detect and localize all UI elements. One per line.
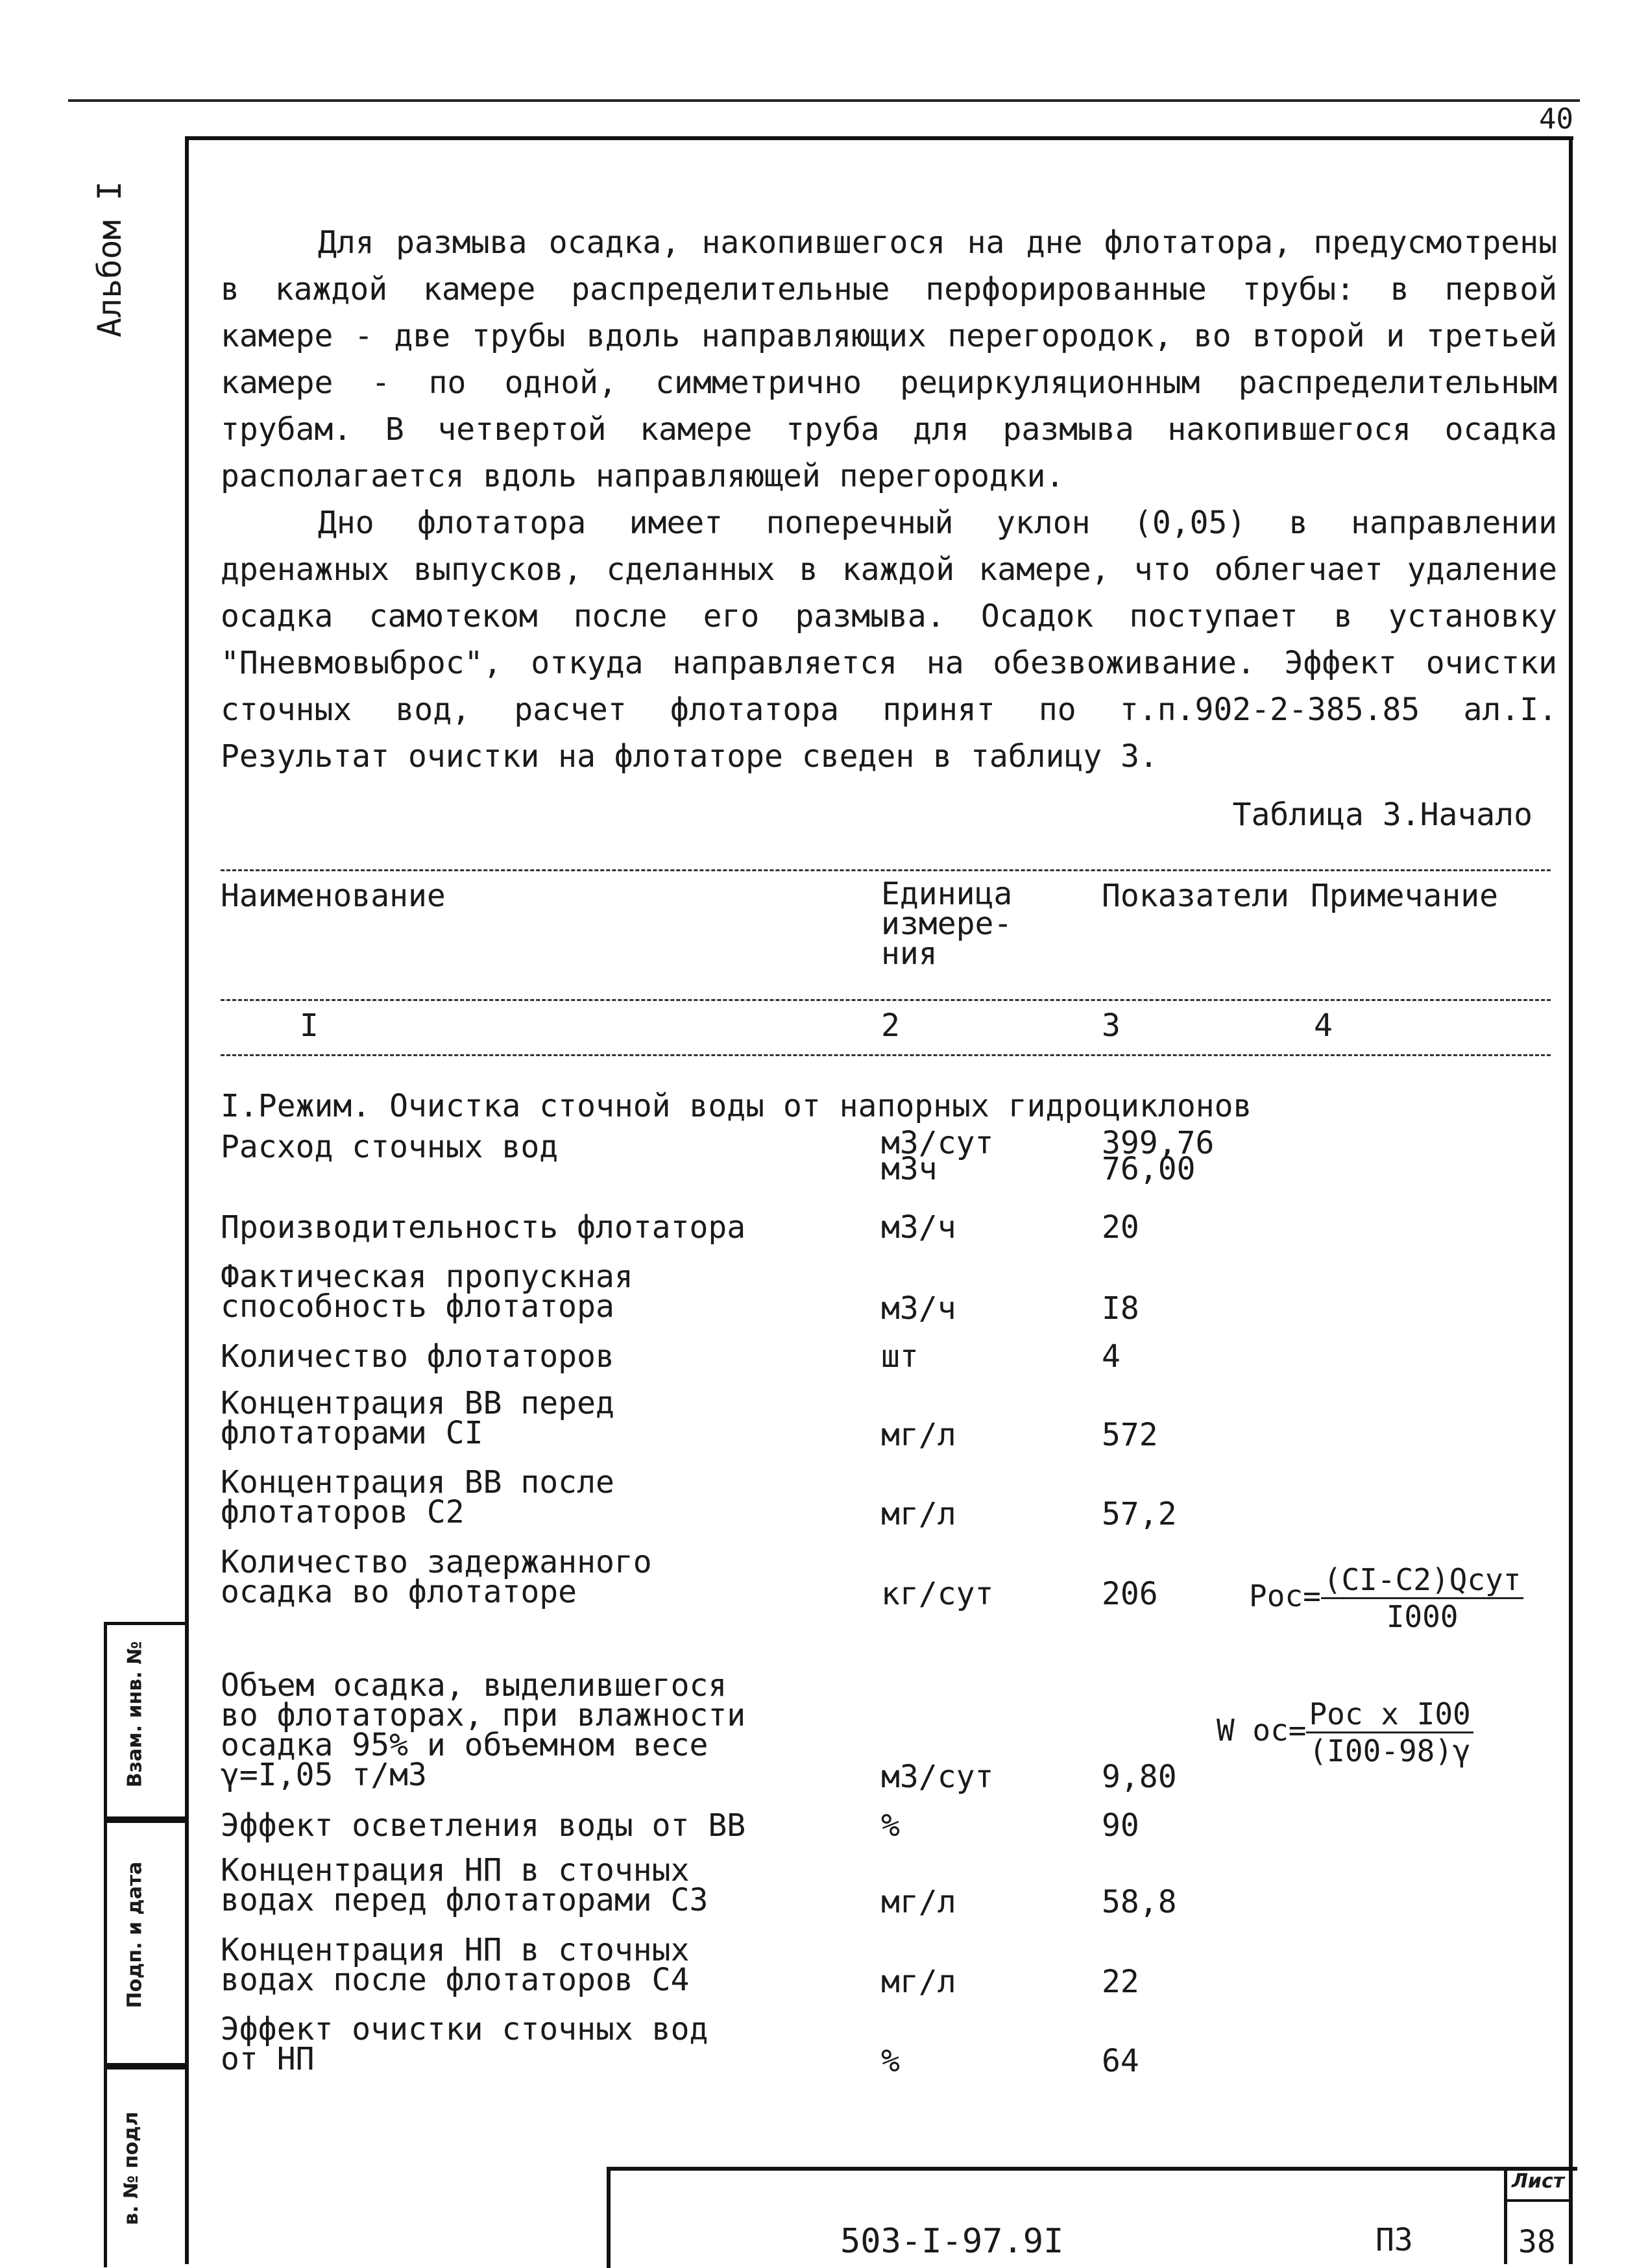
row-unit: шт [881,1338,919,1375]
row-unit: мг/л [881,1884,956,1920]
colnum-4: 4 [1314,1007,1333,1044]
row-value: 9,80 [1102,1759,1177,1795]
document-code: 503-I-97.9I [840,2222,1064,2261]
row-value: 64 [1102,2043,1139,2079]
row-name: Концентрация НП в сточных водах перед флотаторами C3 [221,1852,709,1918]
formula-poc-den: I000 [1386,1599,1459,1634]
row-name: Концентрация ВВ после флотаторов C2 [221,1464,614,1530]
header-unit: Единица измере- ния [881,876,1013,972]
stamp-label-sign: Подп. и дата [123,1861,147,2009]
frame-left-border [185,136,189,2264]
row-name: Количество задержанного осадка во флотаторе [221,1544,652,1610]
colnum-2: 2 [881,1007,900,1044]
stamp-label-replace: Взам. инв. № [123,1641,147,1788]
row-unit: м3/ч [881,1209,956,1246]
row-name: Производительность флотатора [221,1209,746,1246]
stamp-sign-date [104,1816,185,2069]
row-value: 399,76 76,00 [1102,1125,1215,1187]
row-value: 22 [1102,1964,1139,2000]
header-note: Примечание [1311,878,1498,914]
row-unit: м3/ч [881,1290,956,1327]
row-unit: кг/сут [881,1576,994,1612]
frame-right-border [1569,136,1573,2264]
body-text [221,219,1557,780]
stamp-orig-inv [104,2063,185,2267]
row-value: 572 [1102,1417,1158,1453]
album-label: Альбом I [91,181,128,337]
colnum-rule [221,1054,1551,1056]
row-unit: мг/л [881,1417,956,1453]
row-unit: м3/сут [881,1759,994,1795]
row-value: 57,2 [1102,1496,1177,1532]
row-value: 4 [1102,1338,1121,1375]
sheet-number: 38 [1518,2224,1556,2260]
row-value: I8 [1102,1290,1139,1327]
row-name: Объем осадка, выделившегося во флотаторах, при влажности осадка 95% и объемном весе γ=I,05 т/м3 [221,1667,746,1793]
table-caption: Таблица 3.Начало [1232,797,1533,833]
document-section: ПЗ [1375,2222,1413,2258]
row-unit: м3/сут м3ч [881,1125,994,1187]
row-name: Эффект осветления воды от ВВ [221,1807,746,1844]
row-value: 58,8 [1102,1884,1177,1920]
row-name: Расход сточных вод [221,1129,559,1165]
row-value: 20 [1102,1209,1139,1246]
colnum-1: I [300,1007,319,1044]
top-rule [68,99,1580,102]
row-unit: % [881,1807,900,1844]
row-name: Концентрация НП в сточных водах после флотаторов C4 [221,1932,690,1998]
frame-top-border [185,136,1573,140]
formula-woc-lhs: W ос= [1217,1713,1307,1748]
formula-poc [1249,1562,1523,1634]
formula-woc-num: Рос х I00 [1306,1696,1473,1733]
formula-poc-num: (CI-C2)Qсут [1321,1562,1524,1599]
row-value: 206 [1102,1576,1158,1612]
row-unit: мг/л [881,1496,956,1532]
colnum-3: 3 [1102,1007,1121,1044]
table-top-rule [221,869,1551,871]
formula-woc-den: (I00-98)γ [1309,1733,1471,1768]
header-rule [221,999,1551,1001]
formula-poc-lhs: Рос= [1249,1578,1321,1613]
row-name: Количество флотаторов [221,1338,614,1375]
page-number: 40 [1539,103,1573,136]
paragraph-1: Для размыва осадка, накопившегося на дне флотатора, предусмотрены в каждой камере распределительные перфорированные трубы: в первой камере - две трубы вдоль направляющих перегородок, во второй и третьей камере - по одной, симметрично рециркуляционным распределительным трубам. В четвертой камере труба для размыва накопившегося осадка располагается вдоль направляющей перегородки. [221,224,1557,494]
header-value: Показатели [1102,878,1289,914]
formula-woc [1217,1696,1473,1768]
sheet-divider [1504,2199,1569,2202]
header-name: Наименование [221,878,446,914]
stamp-label-orig: в. № подл [119,2112,143,2225]
sheet-label: Лист [1512,2170,1565,2193]
title-block [607,2167,1577,2268]
section-title: I.Режим. Очистка сточной воды от напорных гидроциклонов [221,1088,1252,1124]
row-name: Концентрация ВВ перед флотаторами CI [221,1385,614,1451]
row-value: 90 [1102,1807,1139,1844]
row-unit: мг/л [881,1964,956,2000]
paragraph-2: Дно флотатора имеет поперечный уклон (0,05) в направлении дренажных выпусков, сделанных в каждой камере, что облегчает удаление осадка самотеком после его размыва. Осадок поступает в установку "Пневмовыброс", откуда направляется на обезвоживание. Эффект очистки сточных вод, расчет флотатора принят по т.п.902-2-385.85 ал.I. Результат очистки на флотаторе сведен в таблицу 3. [221,505,1557,775]
row-unit: % [881,2043,900,2079]
row-name: Эффект очистки сточных вод от НП [221,2011,709,2077]
stamp-replace-inv [104,1622,185,1823]
row-name: Фактическая пропускная способность флотатора [221,1259,633,1325]
